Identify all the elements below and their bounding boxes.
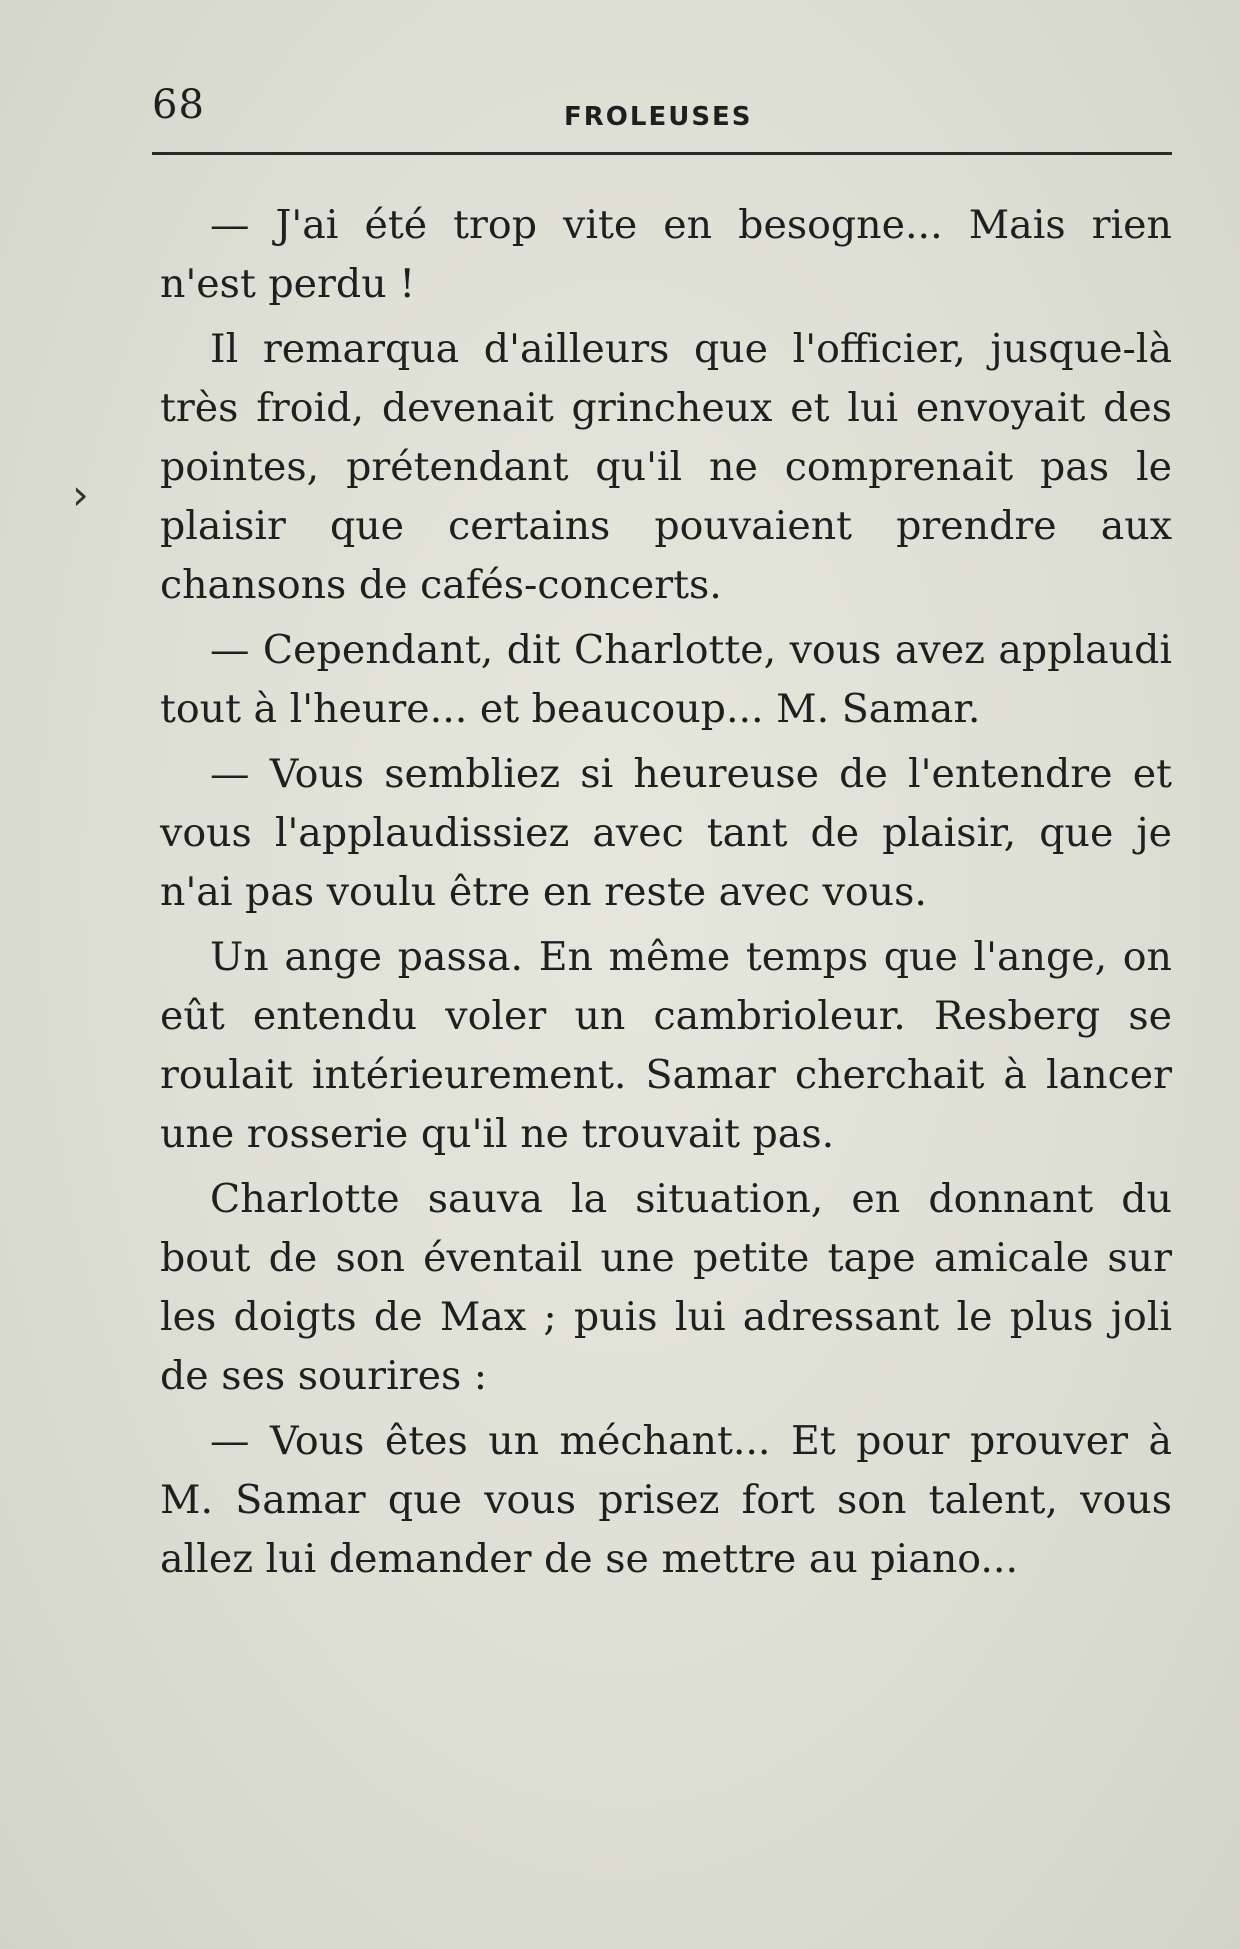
paragraph: — Cependant, dit Charlotte, vous avez applaudi tout à l'heure... et beaucoup... M. Samar. — [160, 627, 1172, 732]
paragraph: Il remarqua d'ailleurs que l'officier, jusque-là très froid, devenait grincheux et lui envoyait des pointes, prétendant qu'il ne comprenait pas le plaisir que certains pouvaient prendre aux chansons de cafés-concerts. — [160, 326, 1172, 608]
paragraph: — J'ai été trop vite en besogne... Mais rien n'est perdu ! — [160, 202, 1172, 307]
paragraph: Un ange passa. En même temps que l'ange, on eût entendu voler un cambrioleur. Resberg se roulait intérieurement. Samar cherchait à lancer une rosserie qu'il ne trouvait pas. — [160, 934, 1172, 1157]
margin-annotation-mark: › — [72, 470, 89, 519]
body-text — [160, 196, 1172, 1595]
paragraph: — Vous sembliez si heureuse de l'entendre et vous l'applaudissiez avec tant de plaisir, que je n'ai pas voulu être en reste avec vous. — [160, 751, 1172, 915]
paragraph: Charlotte sauva la situation, en donnant du bout de son éventail une petite tape amicale sur les doigts de Max ; puis lui adressant le plus joli de ses sourires : — [160, 1176, 1172, 1399]
page-header — [152, 78, 1172, 158]
page-number: 68 — [152, 82, 205, 128]
header-rule — [152, 152, 1172, 155]
paragraph: — Vous êtes un méchant... Et pour prouver à M. Samar que vous prisez fort son talent, vous allez lui demander de se mettre au piano... — [160, 1418, 1172, 1582]
running-title: FROLEUSES — [564, 102, 753, 132]
